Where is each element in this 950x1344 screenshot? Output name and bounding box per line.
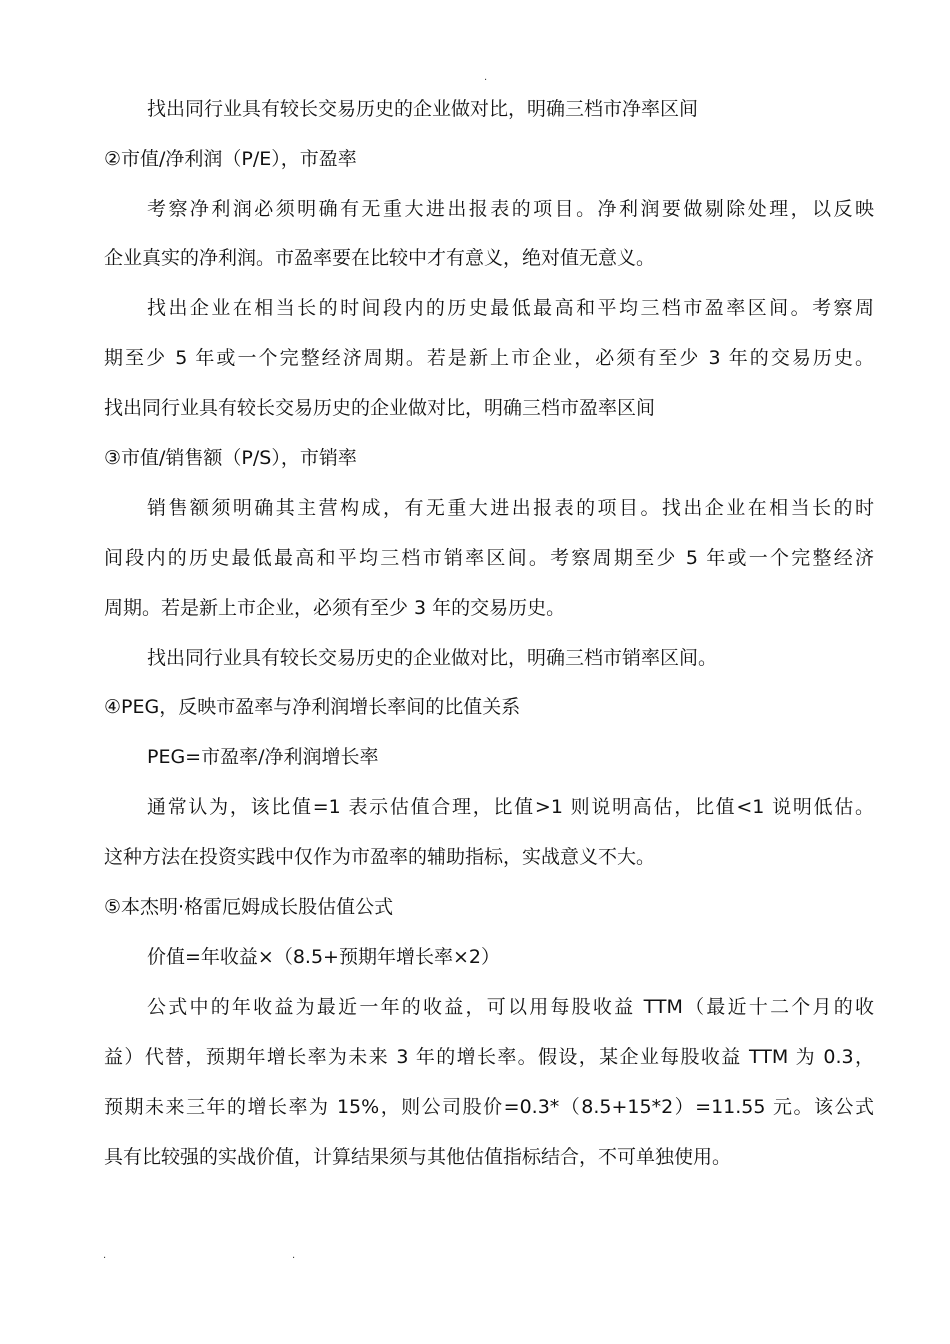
paragraph-graham-line-1: 公式中的年收益为最近一年的收益，可以用每股收益 TTM（最近十二个月的收 (147, 996, 874, 1018)
paragraph-peg-line-2: 这种方法在投资实践中仅作为市盈率的辅助指标，实战意义不大。 (104, 846, 656, 868)
paragraph-pe-line-1: 考察净利润必须明确有无重大进出报表的项目。净利润要做剔除处理，以反映 (147, 198, 874, 220)
paragraph-pe-line-2: 企业真实的净利润。市盈率要在比较中才有意义，绝对值无意义。 (104, 247, 656, 269)
paragraph-peg-line-1: 通常认为，该比值=1 表示估值合理，比值>1 则说明高估，比值<1 说明低估。 (147, 796, 874, 818)
page-dot-mark: · (103, 1253, 107, 1264)
paragraph-graham-line-3: 预期未来三年的增长率为 15%，则公司股价=0.3*（8.5+15*2）=11.55 元。该公式 (104, 1096, 874, 1118)
paragraph-graham-line-4: 具有比较强的实战价值，计算结果须与其他估值指标结合，不可单独使用。 (104, 1146, 732, 1168)
paragraph-graham-line-2: 益）代替，预期年增长率为未来 3 年的增长率。假设，某企业每股收益 TTM 为 0.3， (104, 1046, 874, 1068)
paragraph-pe-range-line-2: 期至少 5 年或一个完整经济周期。若是新上市企业，必须有至少 3 年的交易历史。 (104, 347, 874, 369)
paragraph-pe-range-line-1: 找出企业在相当长的时间段内的历史最低最高和平均三档市盈率区间。考察周 (147, 297, 874, 319)
paragraph-ps-line-1: 销售额须明确其主营构成，有无重大进出报表的项目。找出企业在相当长的时 (147, 497, 874, 519)
paragraph-ps-peer-compare: 找出同行业具有较长交易历史的企业做对比，明确三档市销率区间。 (147, 647, 718, 669)
section-heading-pe: ②市值/净利润（P/E），市盈率 (104, 148, 357, 170)
formula-peg: PEG=市盈率/净利润增长率 (147, 746, 379, 768)
page-dot-mark: · (292, 1253, 296, 1264)
section-heading-graham: ⑤本杰明·格雷厄姆成长股估值公式 (104, 896, 394, 918)
section-heading-peg: ④PEG，反映市盈率与净利润增长率间的比值关系 (104, 696, 521, 718)
paragraph-pb-peer-compare: 找出同行业具有较长交易历史的企业做对比，明确三档市净率区间 (147, 98, 699, 120)
paragraph-ps-line-2: 间段内的历史最低最高和平均三档市销率区间。考察周期至少 5 年或一个完整经济 (104, 547, 874, 569)
paragraph-ps-line-3: 周期。若是新上市企业，必须有至少 3 年的交易历史。 (104, 597, 566, 619)
paragraph-pe-peer-compare: 找出同行业具有较长交易历史的企业做对比，明确三档市盈率区间 (104, 397, 656, 419)
section-heading-ps: ③市值/销售额（P/S），市销率 (104, 447, 357, 469)
formula-graham: 价值=年收益×（8.5+预期年增长率×2） (147, 946, 500, 968)
page-dot-mark: · (484, 75, 488, 86)
